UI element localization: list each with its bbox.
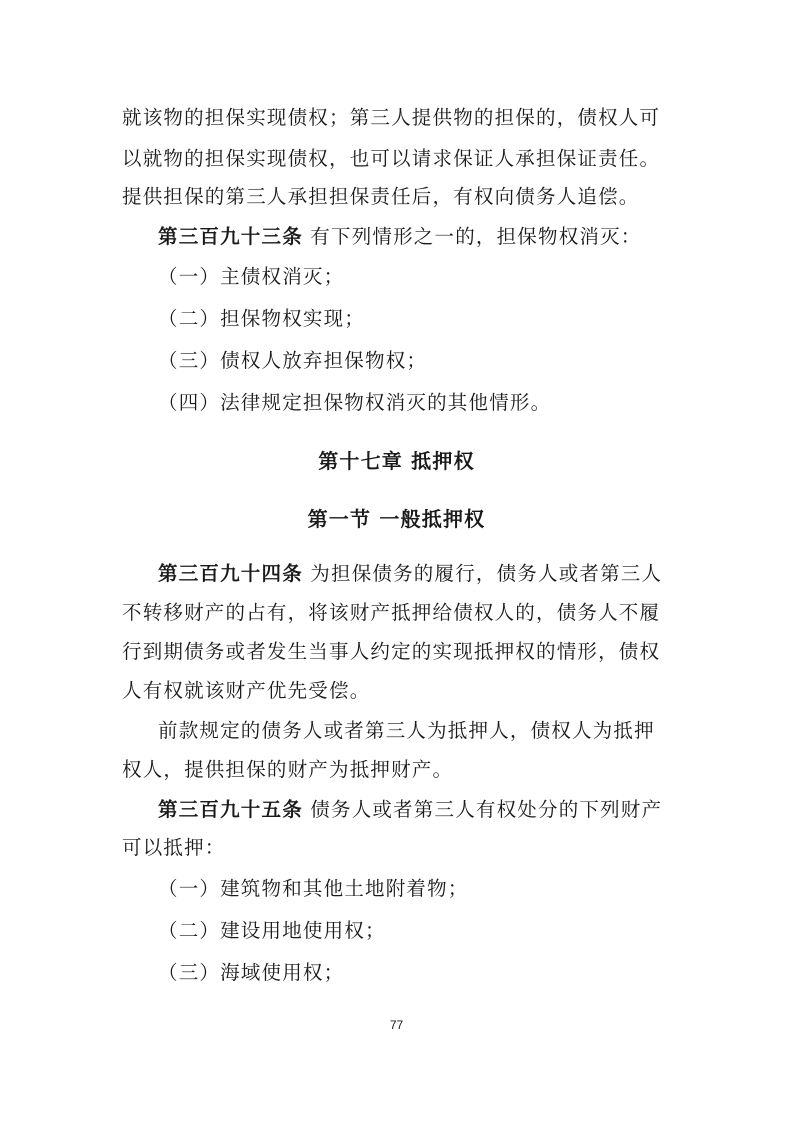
article-title: 第三百九十四条 bbox=[158, 562, 303, 585]
paragraph-line: 不转移财产的占有，将该财产抵押给债权人的，债务人不履 bbox=[122, 601, 661, 624]
article-text: 为担保债务的履行，债务人或者第三人 bbox=[302, 562, 663, 585]
list-item: （三）债权人放弃担保物权； bbox=[158, 349, 428, 372]
paragraph-line: 就该物的担保实现债权；第三人提供物的担保的，债权人可 bbox=[122, 106, 661, 129]
article-394 bbox=[158, 562, 718, 586]
article-text: 债务人或者第三人有权处分的下列财产 bbox=[302, 798, 663, 821]
paragraph-line: 可以抵押： bbox=[122, 836, 226, 859]
paragraph-line: 权人，提供担保的财产为抵押财产。 bbox=[122, 758, 454, 781]
list-item: （二）担保物权实现； bbox=[158, 307, 366, 330]
paragraph-line: 以就物的担保实现债权，也可以请求保证人承担保证责任。 bbox=[122, 147, 661, 170]
chapter-heading: 第十七章 抵押权 bbox=[318, 449, 475, 473]
paragraph-line: 前款规定的债务人或者第三人为抵押人，债权人为抵押 bbox=[158, 719, 655, 742]
article-title: 第三百九十三条 bbox=[158, 225, 303, 248]
article-395 bbox=[158, 798, 718, 822]
section-heading: 第一节 一般抵押权 bbox=[307, 507, 486, 531]
list-item: （三）海域使用权； bbox=[158, 961, 345, 984]
page-number: 77 bbox=[389, 1018, 404, 1032]
paragraph-line: 提供担保的第三人承担担保责任后，有权向债务人追偿。 bbox=[122, 185, 640, 208]
list-item: （四）法律规定担保物权消灭的其他情形。 bbox=[158, 391, 552, 414]
list-item: （一）主债权消灭； bbox=[158, 265, 345, 288]
article-text: 有下列情形之一的，担保物权消灭： bbox=[302, 225, 642, 248]
paragraph-line: 行到期债务或者发生当事人约定的实现抵押权的情形，债权 bbox=[122, 640, 661, 663]
article-393 bbox=[158, 225, 718, 249]
paragraph-line: 人有权就该财产优先受偿。 bbox=[122, 679, 371, 702]
list-item: （一）建筑物和其他土地附着物； bbox=[158, 877, 469, 900]
list-item: （二）建设用地使用权； bbox=[158, 919, 386, 942]
article-title: 第三百九十五条 bbox=[158, 798, 303, 821]
